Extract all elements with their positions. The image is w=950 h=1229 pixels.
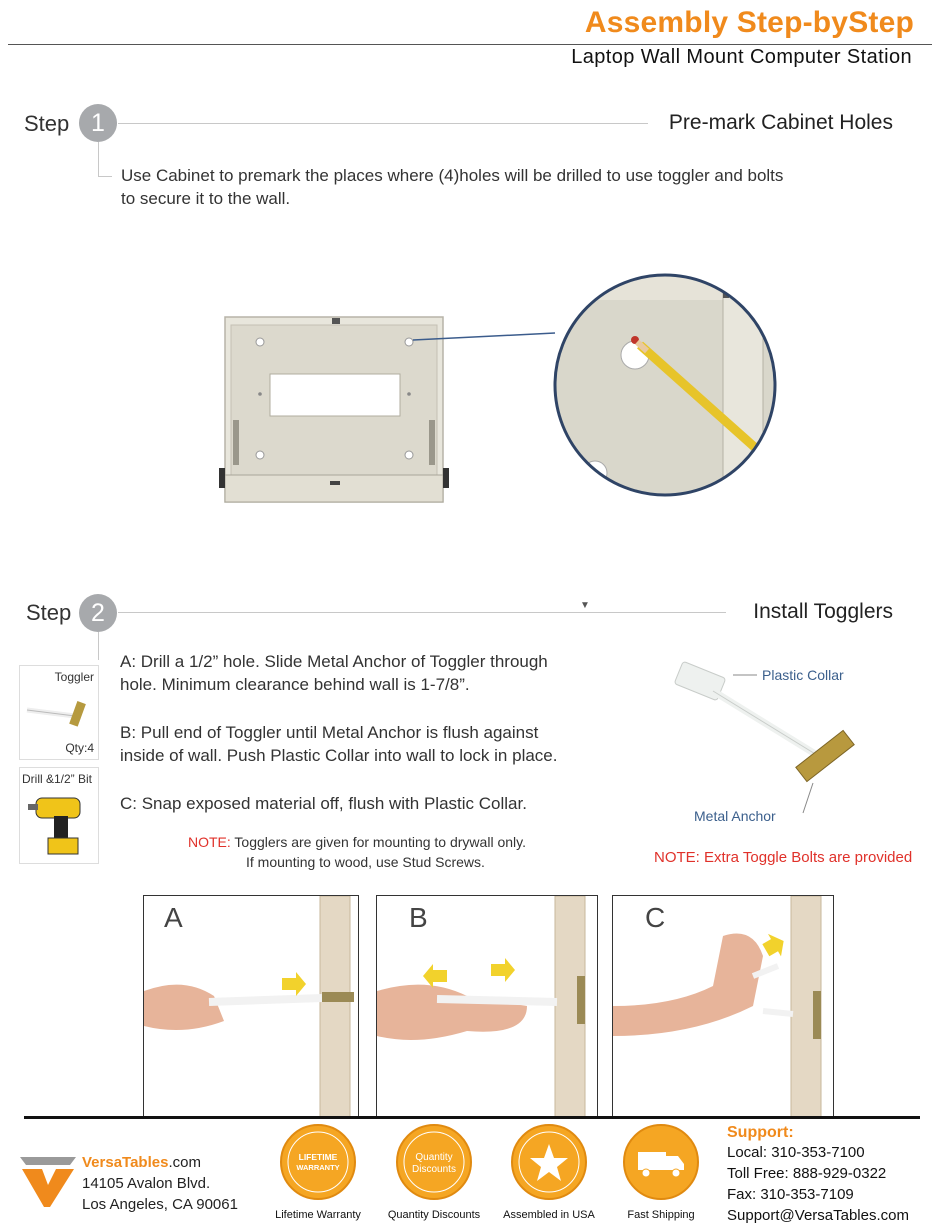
address-line1: 14105 Avalon Blvd. — [82, 1175, 211, 1192]
toggler-label: Toggler — [54, 670, 94, 684]
badge-usa-caption: Assembled in USA — [503, 1209, 595, 1221]
toggler-box — [19, 665, 99, 760]
badge-quantity-discounts — [379, 1122, 489, 1222]
header-rule — [8, 44, 932, 45]
photo-a — [143, 895, 359, 1117]
step1-label: Step — [24, 111, 70, 136]
photo-c-label: C — [645, 902, 666, 933]
toggler-icon — [23, 696, 97, 730]
note-label: NOTE: — [188, 834, 231, 850]
note-line2: If mounting to wood, use Stud Screws. — [246, 854, 485, 870]
support-toll-free: Toll Free: 888-929-0322 — [727, 1165, 887, 1182]
marker-icon: ▼ — [580, 600, 590, 611]
svg-text:LIFETIME: LIFETIME — [298, 1152, 338, 1162]
brand-name: VersaTables — [82, 1154, 169, 1171]
step2-c-line1: C: Snap exposed material off, flush with Plastic Collar. — [120, 794, 527, 813]
metal-anchor-label: Metal Anchor — [694, 808, 776, 824]
photo-b-label: B — [409, 902, 428, 933]
hinge-left — [233, 420, 239, 465]
support-email[interactable]: Support@VersaTables.com — [727, 1207, 909, 1224]
photo-b — [376, 895, 598, 1117]
step2-note — [188, 832, 526, 872]
cabinet-illustration — [215, 240, 935, 530]
step1-number-badge: 1 — [79, 104, 117, 142]
step1-rule — [118, 123, 648, 124]
step2-a-line2: hole. Minimum clearance behind wall is 1-7/8”. — [120, 675, 470, 694]
drill-box — [19, 767, 99, 864]
step2-label: Step — [26, 600, 72, 625]
cabinet-hole-tl — [256, 338, 264, 346]
svg-text:Discounts: Discounts — [412, 1164, 456, 1175]
footer-rule — [24, 1116, 920, 1119]
page-title: Assembly Step-byStep — [584, 6, 914, 39]
step2-a-line1: A: Drill a 1/2” hole. Slide Metal Anchor of Toggler through — [120, 652, 548, 671]
step1-text-line2: to secure it to the wall. — [121, 189, 291, 208]
support-local: Local: 310-353-7100 — [727, 1144, 865, 1161]
hinge-right — [429, 420, 435, 465]
toggler-qty: Qty:4 — [65, 741, 94, 755]
page-subtitle: Laptop Wall Mount Computer Station — [571, 46, 912, 68]
brand-block — [82, 1152, 238, 1215]
support-title: Support: — [727, 1124, 794, 1141]
versatables-logo-icon — [20, 1155, 76, 1209]
svg-text:Quantity: Quantity — [415, 1152, 453, 1163]
svg-text:WARRANTY: WARRANTY — [296, 1163, 340, 1172]
badge-assembled-usa — [494, 1122, 604, 1222]
step2-title: Install Togglers — [753, 600, 893, 623]
cabinet-hole-br — [405, 451, 413, 459]
magnified-view — [545, 270, 795, 510]
step1-text-line1: Use Cabinet to premark the places where (4)holes will be drilled to use toggler and bolts — [121, 166, 784, 185]
buy-american-icon — [494, 1122, 604, 1204]
step1-title: Pre-mark Cabinet Holes — [668, 111, 893, 134]
brand-tld: .com — [168, 1154, 201, 1171]
lifetime-warranty-icon — [263, 1122, 373, 1204]
cabinet-cutout — [270, 374, 400, 416]
badge-lifetime-warranty — [263, 1122, 373, 1222]
cabinet-hole-tr — [405, 338, 413, 346]
photo-c — [612, 895, 834, 1117]
drill-label: Drill &1/2” Bit — [22, 772, 93, 786]
photo-a-label: A — [164, 902, 183, 933]
support-block — [727, 1124, 909, 1226]
step2-b-line2: inside of wall. Push Plastic Collar into wall to lock in place. — [120, 746, 558, 765]
truck-icon — [606, 1122, 716, 1204]
cabinet-hole-bl — [256, 451, 264, 459]
metal-anchor-shape — [796, 730, 854, 781]
drill-icon — [26, 790, 96, 860]
step2-number-badge: 2 — [79, 594, 117, 632]
plastic-collar-label: Plastic Collar — [762, 667, 844, 683]
step2-b-line1: B: Pull end of Toggler until Metal Anchor is flush against — [120, 723, 539, 742]
quantity-discounts-icon — [379, 1122, 489, 1204]
badge-lifetime-caption: Lifetime Warranty — [275, 1209, 361, 1221]
cabinet-shelf — [225, 475, 443, 502]
step1-connector — [98, 142, 99, 176]
support-fax: Fax: 310-353-7109 — [727, 1186, 854, 1203]
step2-connector — [98, 632, 99, 660]
badge-fast-shipping — [606, 1122, 716, 1222]
note-line1: Togglers are given for mounting to drywall only. — [230, 834, 526, 850]
step2-instructions — [120, 650, 640, 815]
badge-quantity-caption: Quantity Discounts — [387, 1209, 481, 1221]
address-line2: Los Angeles, CA 90061 — [82, 1196, 238, 1213]
extra-bolts-note: NOTE: Extra Toggle Bolts are provided — [654, 849, 913, 866]
step2-rule — [118, 612, 726, 613]
badge-shipping-caption: Fast Shipping — [627, 1209, 695, 1221]
step1-instructions — [121, 164, 901, 210]
step1-connector-h — [98, 176, 112, 177]
